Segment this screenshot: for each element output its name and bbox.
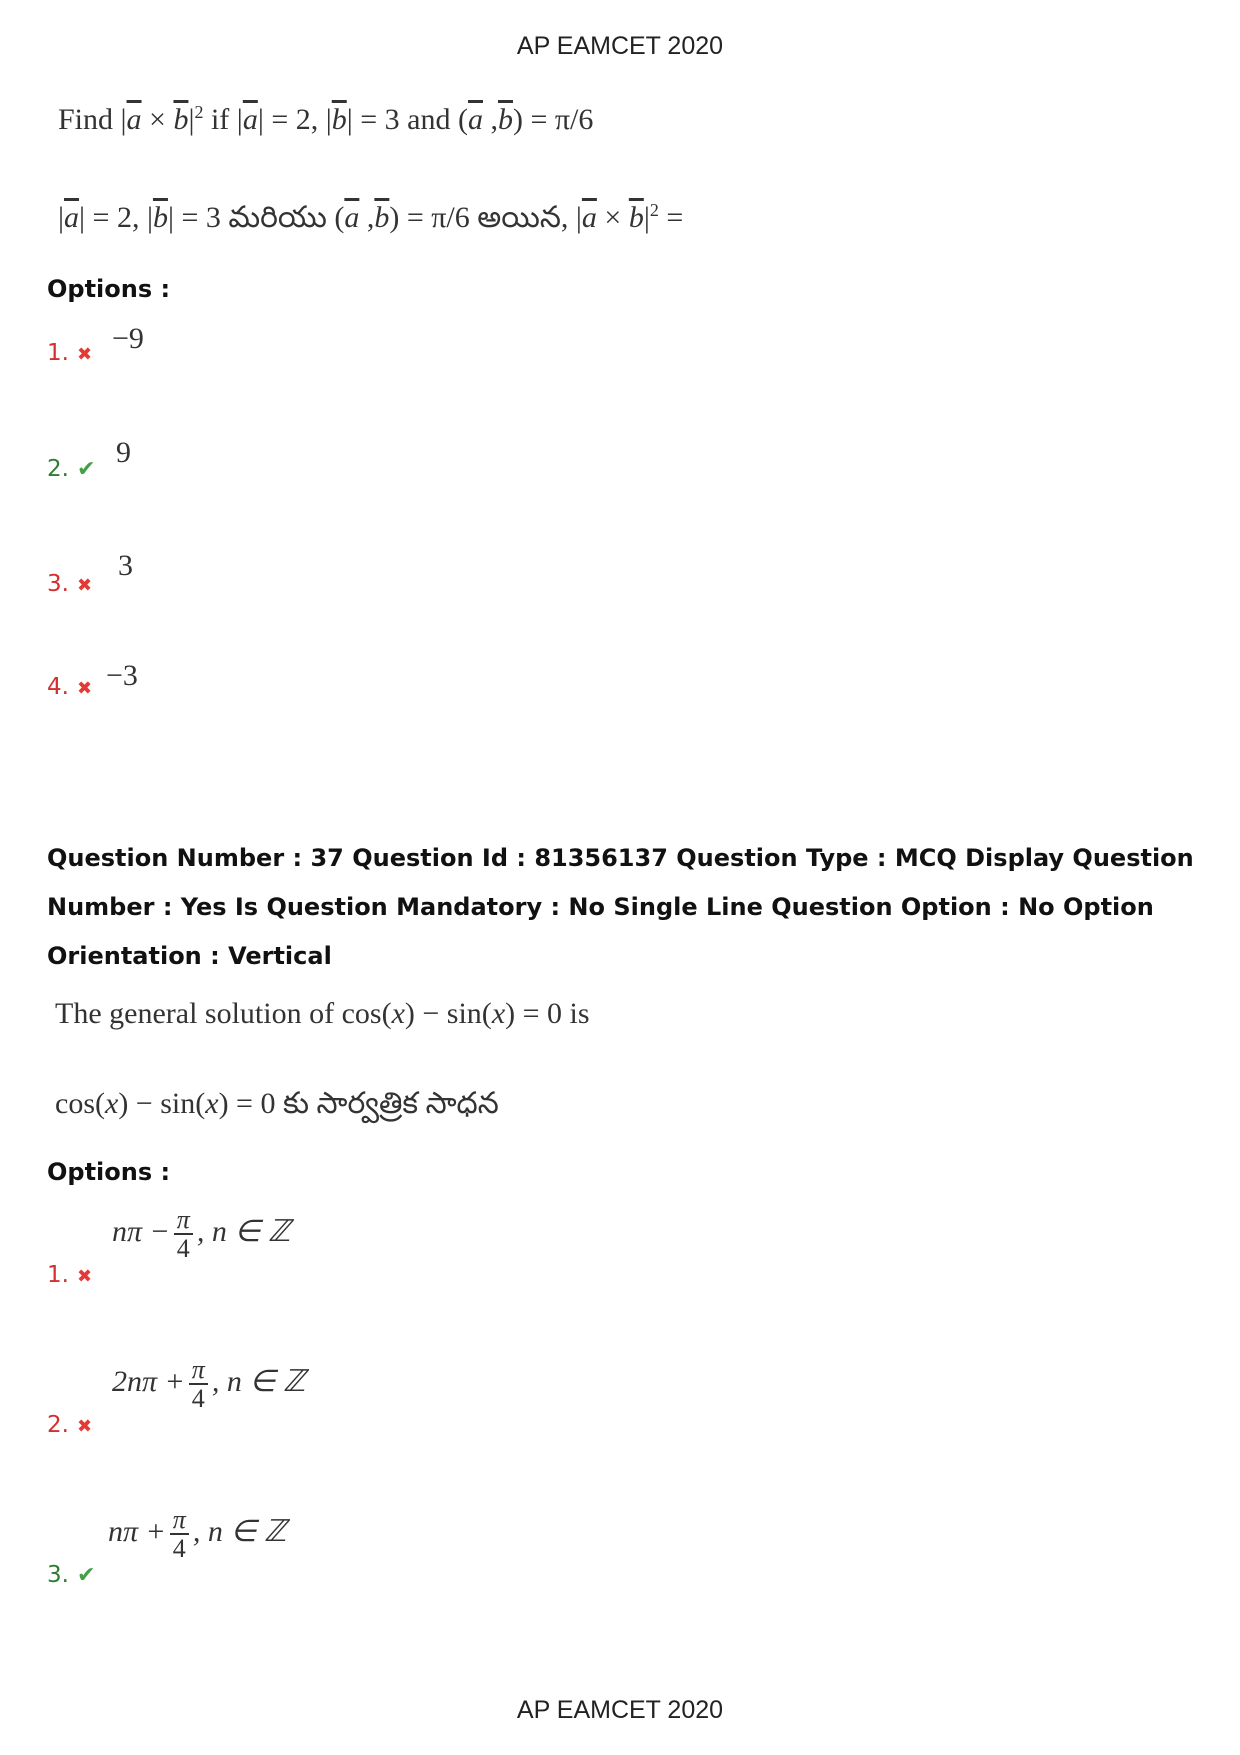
q36-option-4-value: −3 <box>106 659 138 692</box>
wrong-mark-icon: ✖ <box>76 1266 93 1287</box>
q36-option-2: 2. ✔ <box>47 456 96 482</box>
q36-option-4: 4. ✖ <box>47 674 93 700</box>
q37-option-3-value: nπ + $\frac{\pi}{4}$ , n ∈ ℤ <box>108 1505 287 1564</box>
q37-option-1: 1. ✖ <box>47 1262 93 1288</box>
page-footer: AP EAMCET 2020 <box>516 1696 724 1724</box>
q37-option-1-value: nπ − $\frac{\pi}{4}$ , n ∈ ℤ <box>112 1205 291 1264</box>
q36-options-label: Options : <box>47 275 171 303</box>
q37-options-label: Options : <box>47 1158 171 1186</box>
q36-option-1: 1. ✖ <box>47 340 93 366</box>
q36-option-1-value: −9 <box>112 322 144 355</box>
q36-option-3-value: 3 <box>118 549 133 582</box>
wrong-mark-icon: ✖ <box>76 678 93 699</box>
q37-metadata: Question Number : 37 Question Id : 81356137 Question Type : MCQ Display Question Number : Yes Is Question Mandatory : No Single Line Question Option : No Option Orientation : Vertical <box>47 844 1194 970</box>
q36-option-3: 3. ✖ <box>47 571 93 597</box>
q37-option-3: 3. ✔ <box>47 1562 96 1588</box>
wrong-mark-icon: ✖ <box>76 344 93 365</box>
q36-english-question: Find $|\overline{a} \times \overline{b}|^2$ if $|\overline{a}| = 2$, $|\overline{b}| = 3$ and ($\overline{a}$ $,\overline{b}) = \pi/6$ <box>58 102 594 136</box>
q37-option-2: 2. ✖ <box>47 1412 93 1438</box>
correct-check-icon: ✔ <box>76 457 96 482</box>
q37-english-question: The general solution of cos(x) − sin(x) = 0 is <box>55 997 590 1030</box>
wrong-mark-icon: ✖ <box>76 575 93 596</box>
q36-option-2-value: 9 <box>116 436 131 469</box>
q36-telugu-question: $|\overline{a}| = 2$, $|\overline{b}| = 3$ మరియు ($\overline{a}$ $,\overline{b}) = \pi/6$ అయిన, $|\overline{a} \times \overline{b}|^2$ = <box>58 200 684 234</box>
page-header: AP EAMCET 2020 <box>516 32 724 60</box>
wrong-mark-icon: ✖ <box>76 1416 93 1437</box>
q37-option-2-value: 2nπ + $\frac{\pi}{4}$ , n ∈ ℤ <box>112 1355 306 1414</box>
q37-telugu-question: cos(x) − sin(x) = 0 కు సార్వత్రిక సాధన <box>55 1087 499 1120</box>
correct-check-icon: ✔ <box>76 1563 96 1588</box>
